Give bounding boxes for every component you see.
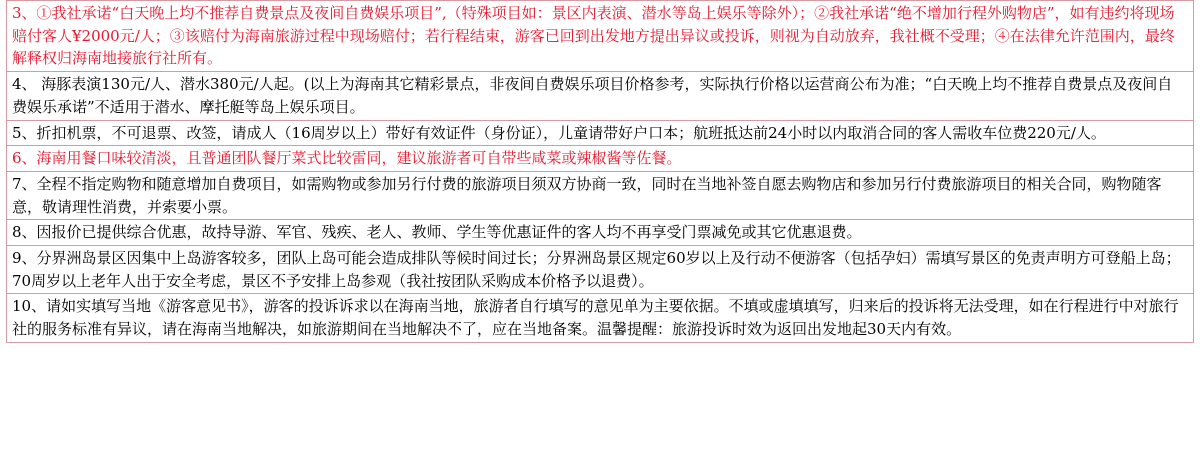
note-row-9	[7, 246, 1194, 294]
note-8-text: 8、因报价已提供综合优惠，故持导游、军官、残疾、老人、教师、学生等优惠证件的客人均不再享受门票减免或其它优惠退费。	[7, 220, 1194, 246]
note-row-8	[7, 220, 1194, 246]
note-row-6	[7, 146, 1194, 172]
notes-table	[6, 0, 1194, 343]
note-6-text: 6、海南用餐口味较清淡，且普通团队餐厅菜式比较雷同，建议旅游者可自带些咸菜或辣椒酱等佐餐。	[7, 146, 1194, 172]
note-row-3	[7, 1, 1194, 72]
note-row-4	[7, 72, 1194, 120]
note-row-5	[7, 120, 1194, 146]
note-10-text: 10、请如实填写当地《游客意见书》，游客的投诉诉求以在海南当地，旅游者自行填写的意见单为主要依据。不填或虚填填写，归来后的投诉将无法受理，如在行程进行中对旅行社的服务标准有异议，请在海南当地解决，如旅游期间在当地解决不了，应在当地备案。温馨提醒：旅游投诉时效为返回出发地起30天内有效。	[7, 294, 1194, 342]
note-row-7	[7, 171, 1194, 219]
note-9-text: 9、分界洲岛景区因集中上岛游客较多，团队上岛可能会造成排队等候时间过长；分界洲岛景区规定60岁以上及行动不便游客（包括孕妇）需填写景区的免责声明方可登船上岛；70周岁以上老年人出于安全考虑，景区不予安排上岛参观（我社按团队采购成本价格予以退费）。	[7, 246, 1194, 294]
notes-body	[7, 1, 1194, 343]
note-3-text: 3、①我社承诺“白天晚上均不推荐自费景点及夜间自费娱乐项目”,（特殊项目如：景区内表演、潜水等岛上娱乐等除外）；②我社承诺“绝不增加行程外购物店”，如有违约将现场赔付客人¥2000元/人；③该赔付为海南旅游过程中现场赔付；若行程结束，游客已回到出发地方提出异议或投诉，则视为自动放弃，我社概不受理；④在法律允许范围内，最终解释权归海南地接旅行社所有。	[7, 1, 1194, 72]
note-5-text: 5、折扣机票，不可退票、改签，请成人（16周岁以上）带好有效证件（身份证），儿童请带好户口本；航班抵达前24小时以内取消合同的客人需收车位费220元/人。	[7, 120, 1194, 146]
note-7-text: 7、全程不指定购物和随意增加自费项目，如需购物或参加另行付费的旅游项目须双方协商一致，同时在当地补签自愿去购物店和参加另行付费旅游项目的相关合同，购物随客意，敬请理性消费，并索要小票。	[7, 171, 1194, 219]
note-row-10	[7, 294, 1194, 342]
note-4-text: 4、 海豚表演130元/人、潜水380元/人起。(以上为海南其它精彩景点，非夜间自费娱乐项目价格参考，实际执行价格以运营商公布为准；“白天晚上均不推荐自费景点及夜间自费娱乐承诺”不适用于潜水、摩托艇等岛上娱乐项目。	[7, 72, 1194, 120]
